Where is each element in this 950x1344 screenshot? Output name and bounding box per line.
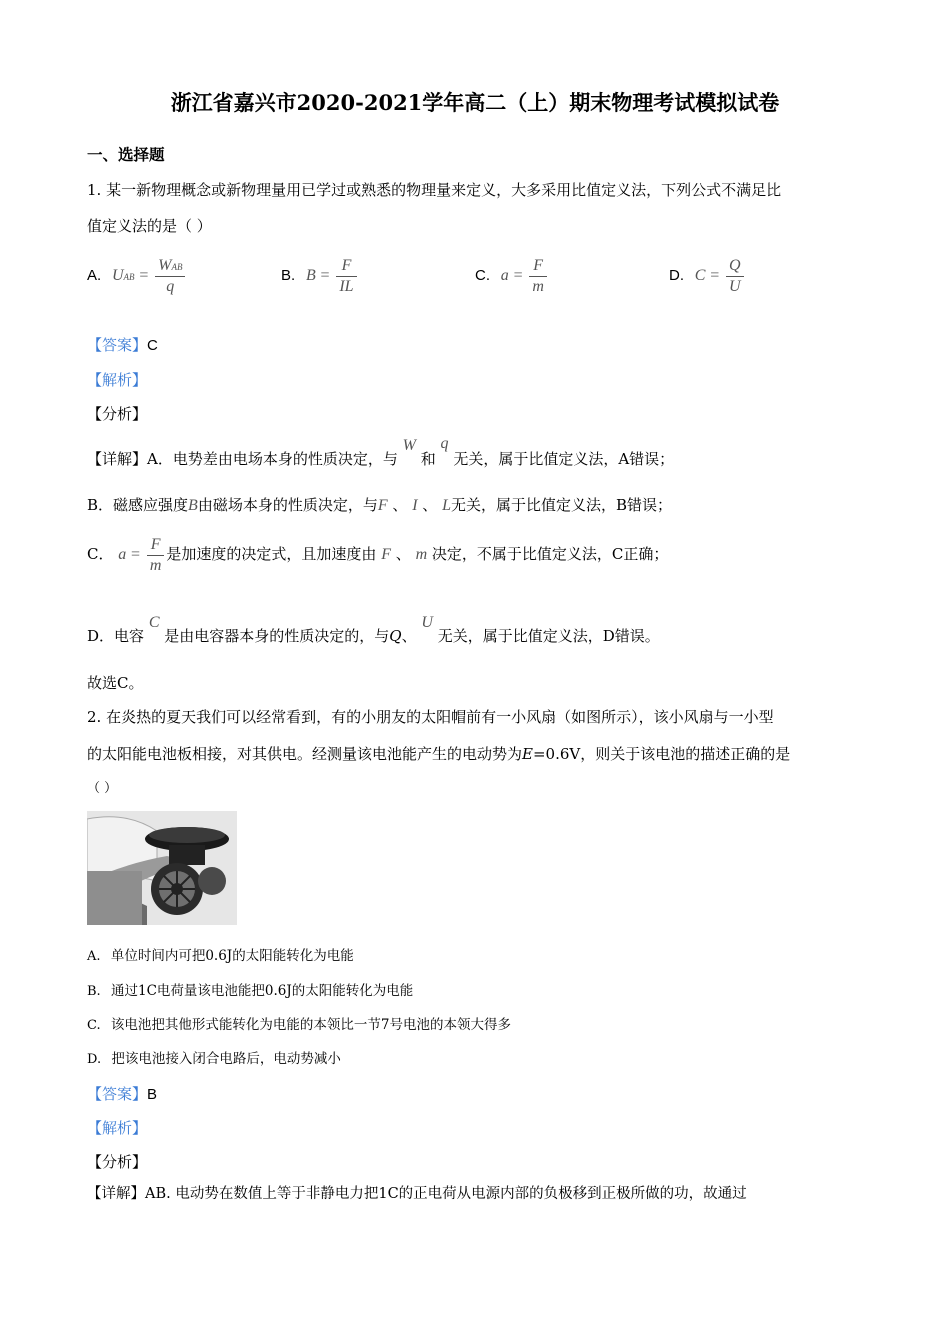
detail-text: D．电容 [87,627,145,645]
option-label: A. [87,949,101,964]
option-text: 通过1C电荷量该电池能把0.6J的太阳能转化为电能 [110,983,414,999]
equals-sign: = [320,267,330,285]
fraction-denominator: q [166,277,175,295]
hat-fan-illustration [87,811,237,925]
formula-lhs: B [305,267,316,285]
q2-detail: 【详解】AB. 电动势在数值上等于非静电力把1C的正电荷从电源内部的负极移到正极所做的功，故通过 [87,1186,747,1202]
formula-lhs: C [694,267,706,285]
detail-text: 决定，不属于比值定义法，C正确； [431,545,669,564]
option-label: D. [87,1052,102,1067]
math-w: W [402,437,416,454]
detail-text: B．磁感应强度 [87,496,189,514]
q2-fenxi-tag: 【分析】 [87,1153,148,1171]
detail-text: 无关，属于比值定义法，D错误。 [437,627,660,645]
stem-text: 的太阳能电池板相接，对其供电。经测量该电池能产生的电动势为 [87,745,523,763]
q1-answer [87,336,158,355]
math-m: m [415,546,428,564]
math-q: q [440,435,449,452]
fraction-numerator: W [158,257,172,274]
math-c: C [148,614,160,631]
option-label: C. [475,267,490,285]
q2-option-b [87,983,413,1000]
fraction-numerator: F [147,536,165,556]
formula-fraction [155,257,185,295]
detail-text: 无关，属于比值定义法，A错误； [453,450,675,468]
detail-text: 是由电容器本身的性质决定的，与 [164,627,390,645]
math-f: F [377,497,388,514]
formula-fraction [726,257,744,295]
fraction-denominator: U [729,277,741,295]
equals-sign: = [139,267,149,285]
solar-fan-hat-photo [87,811,237,925]
separator: 、 [395,545,411,564]
q1-stem-line2: 值定义法的是（ ） [87,217,212,235]
detail-text: 【详解】A．电势差由电场本身的性质决定，与 [87,450,398,468]
fraction-denominator: m [532,277,544,295]
fraction-numerator: F [529,257,547,277]
math-a: a [118,546,127,564]
answer-tag: 【答案】 [87,336,148,354]
detail-text: C． [87,545,114,564]
q1-detail-b [87,496,672,515]
fraction-denominator: IL [339,277,354,295]
page-title: 浙江省嘉兴市2020-2021学年高二（上）期末物理考试模拟试卷 [170,90,780,115]
stem-text: =0.6V，则关于该电池的描述正确的是 [532,745,791,763]
formula-lhs: a [500,267,509,285]
fraction-denominator: m [149,556,162,574]
q2-stem-line1: 2. 在炎热的夏天我们可以经常看到，有的小朋友的太阳帽前有一小风扇（如图所示），该小风扇与一小型 [87,708,774,726]
separator: 、 [392,496,408,514]
option-text: 单位时间内可把0.6J的太阳能转化为电能 [110,948,354,964]
q1-conclusion: 故选C。 [87,674,144,692]
math-l: L [442,497,451,514]
equals-sign: = [710,267,720,285]
q1-option-c [475,257,549,295]
math-b: B [188,497,198,514]
q1-option-b [281,257,359,295]
math-e: E [522,745,533,763]
option-text: 把该电池接入闭合电路后，电动势减小 [111,1051,341,1067]
formula-fraction [529,257,547,295]
q1-detail-d [87,614,660,646]
separator: 、 [401,627,417,645]
q1-fenxi-tag: 【分析】 [87,405,148,423]
equals-sign: = [131,546,141,564]
q2-jiexi-tag: 【解析】 [87,1119,148,1137]
numerator-subscript: AB [171,262,183,272]
option-label: B. [87,984,101,999]
math-i: I [412,497,418,514]
fraction-numerator: Q [726,257,744,277]
fraction-numerator: F [336,257,356,277]
math-q: Q [389,627,402,645]
formula-lhs: U [111,267,124,285]
formula-fraction [336,257,356,295]
option-label: D. [669,267,684,285]
detail-text: 无关，属于比值定义法，B错误； [451,496,673,514]
q2-stem-line2 [87,745,790,763]
q1-detail-c [87,536,668,574]
detail-text: 是加速度的决定式，且加速度由 [166,545,377,564]
option-label: B. [281,267,296,285]
detail-text: 和 [420,450,436,468]
q2-option-d [87,1051,341,1068]
option-label: A. [87,267,102,285]
answer-value: C [147,337,158,354]
option-text: 该电池把其他形式能转化为电能的本领比一节7号电池的本领大得多 [110,1017,512,1033]
q2-option-c [87,1017,511,1034]
q1-stem-line1: 1. 某一新物理概念或新物理量用已学过或熟悉的物理量来定义，大多采用比值定义法，下列公式不满足比 [87,181,782,199]
answer-value: B [147,1086,158,1103]
formula-subscript: AB [123,272,135,283]
q1-option-a [87,257,187,295]
q2-option-a [87,948,354,965]
section-heading: 一、选择题 [87,145,165,164]
q1-option-d [669,257,746,295]
q1-detail-a [87,435,675,469]
math-f: F [381,546,391,564]
answer-tag: 【答案】 [87,1085,148,1103]
math-u: U [421,614,433,631]
q2-answer [87,1085,157,1104]
detail-text: 由磁场本身的性质决定，与 [197,496,378,514]
formula-fraction [147,536,165,574]
option-label: C. [87,1018,101,1033]
q2-stem-line3: （ ） [87,781,118,796]
equals-sign: = [513,267,523,285]
separator: 、 [422,496,438,514]
q1-jiexi-tag: 【解析】 [87,371,148,389]
